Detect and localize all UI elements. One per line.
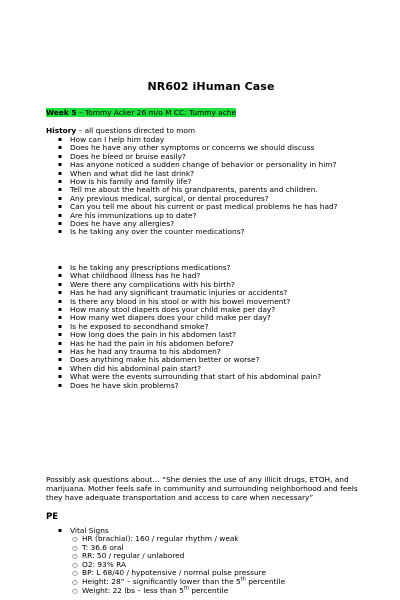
vital-signs-label: Vital Signs — [70, 526, 109, 535]
week-label: Week 5 — [46, 108, 77, 117]
question-list-b — [46, 264, 376, 390]
question-text: Does he have any allergies? — [70, 219, 175, 229]
question-text: Were there any complications with his birth? — [70, 279, 235, 289]
question-text: Is there any blood in his stool or with his bowel movement? — [70, 296, 291, 306]
question-item — [46, 382, 376, 390]
question-text: When and what did he last drink? — [70, 168, 195, 178]
page-title: NR602 iHuman Case — [147, 80, 275, 93]
question-text: Is he taking any prescriptions medications? — [70, 263, 231, 272]
question-text: Tell me about the health of his grandparents, parents and children. — [70, 185, 318, 195]
vital-sign-text: HR (brachial): 160 / regular rhythm / weak — [82, 534, 239, 543]
question-text: Is he taking any over the counter medications? — [70, 227, 245, 237]
possible-questions-paragraph: Possibly ask questions about… “She denies the use of any illicit drugs, ETOH, and marijuana. Mother feels safe in community and surrounding neighborhood and feels they have adequate transportation and access to care when necessary” — [46, 475, 358, 503]
circle-bullet-icon: ○ — [72, 577, 78, 586]
small-bullet-icon: ▪ — [58, 228, 63, 236]
small-bullet-icon: ▪ — [58, 272, 63, 280]
question-text: Does he bleed or bruise easily? — [70, 151, 186, 161]
small-bullet-icon: ▪ — [58, 194, 63, 202]
circle-bullet-icon: ○ — [72, 586, 78, 595]
vital-sign-text-tail: percentile — [188, 585, 229, 595]
small-bullet-icon: ▪ — [58, 322, 63, 330]
question-text: Has anyone noticed a sudden change of behavior or personality in him? — [70, 160, 337, 170]
question-text: Has he had any significant traumatic injuries or accidents? — [70, 288, 288, 298]
question-text: How can I help him today — [70, 135, 165, 144]
small-bullet-icon: ▪ — [58, 297, 63, 305]
small-bullet-icon: ▪ — [58, 381, 63, 389]
question-text: When did his abdominal pain start? — [70, 363, 202, 373]
small-bullet-icon: ▪ — [58, 161, 63, 169]
small-bullet-icon: ▪ — [58, 203, 63, 211]
question-text: Does he have any other symptoms or concerns we should discuss — [70, 143, 315, 153]
circle-bullet-icon: ○ — [72, 569, 78, 578]
vital-sign-text: T: 36.6 oral — [82, 542, 124, 552]
small-bullet-icon: ▪ — [58, 186, 63, 194]
vital-sign-text: Height: 28” – significantly lower than the 5 — [82, 576, 241, 586]
question-text: How many wet diapers does your child make per day? — [70, 313, 271, 323]
question-text: Has he had the pain in his abdomen before? — [70, 338, 234, 348]
question-text: Any previous medical, surgical, or dental procedures? — [70, 193, 269, 203]
vital-sign-text: BP: L 68/40 / hypotensive / normal pulse pressure — [82, 568, 267, 578]
question-text: What childhood illness has he had? — [70, 271, 201, 281]
small-bullet-icon: ▪ — [58, 331, 63, 339]
history-heading — [46, 126, 195, 135]
question-text: Does he have skin problems? — [70, 380, 179, 390]
small-bullet-icon: ▪ — [58, 280, 63, 288]
small-bullet-icon: ▪ — [58, 220, 63, 228]
question-text: Is he exposed to secondhand smoke? — [70, 321, 209, 331]
small-bullet-icon: ▪ — [58, 373, 63, 381]
small-bullet-icon: ▪ — [58, 314, 63, 322]
history-label: History — [46, 126, 77, 135]
small-bullet-icon: ▪ — [58, 356, 63, 364]
small-bullet-icon: ▪ — [58, 211, 63, 219]
circle-bullet-icon: ○ — [72, 543, 78, 552]
small-bullet-icon: ▪ — [58, 364, 63, 372]
circle-bullet-icon: ○ — [72, 560, 78, 569]
small-bullet-icon: ▪ — [58, 306, 63, 314]
ordinal-suffix: th — [183, 585, 189, 592]
question-text: What were the events surrounding that start of his abdominal pain? — [70, 372, 322, 382]
question-text: How many stool diapers does your child make per day? — [70, 305, 276, 315]
small-bullet-icon: ▪ — [58, 289, 63, 297]
circle-bullet-icon: ○ — [72, 535, 78, 543]
question-list-a — [46, 136, 376, 237]
week-line — [46, 108, 236, 117]
vital-sign-text: Weight: 22 lbs – less than 5 — [82, 585, 184, 595]
small-bullet-icon: ▪ — [58, 178, 63, 186]
question-text: How long does the pain in his abdomen last? — [70, 330, 237, 340]
small-bullet-icon: ▪ — [58, 136, 63, 143]
vital-signs-list — [46, 535, 376, 595]
question-item — [46, 228, 376, 236]
question-text: Has he had any trauma to his abdomen? — [70, 347, 221, 357]
small-bullet-icon: ▪ — [58, 264, 63, 271]
small-bullet-icon: ▪ — [58, 169, 63, 177]
vital-sign-text: RR: 50 / regular / unlabored — [82, 551, 185, 561]
small-bullet-icon: ▪ — [58, 527, 63, 534]
question-text: Are his immunizations up to date? — [70, 210, 197, 220]
small-bullet-icon: ▪ — [58, 339, 63, 347]
case-summary: – Tommy Acker 26 m/o M CC: Tummy ache — [76, 108, 237, 117]
vital-sign-item — [46, 587, 376, 596]
week-highlight — [46, 108, 236, 117]
pe-heading: PE — [46, 512, 59, 522]
circle-bullet-icon: ○ — [72, 552, 78, 561]
ordinal-suffix: th — [240, 576, 246, 583]
question-text: Does anything make his abdomen better or worse? — [70, 355, 260, 365]
small-bullet-icon: ▪ — [58, 144, 63, 152]
history-note: – all questions directed to mom — [76, 126, 196, 135]
vital-sign-text-tail: percentile — [245, 576, 286, 586]
question-text: How is his family and family life? — [70, 177, 192, 187]
small-bullet-icon: ▪ — [58, 348, 63, 356]
question-text: Can you tell me about his current or past medical problems he has had? — [70, 202, 338, 212]
small-bullet-icon: ▪ — [58, 152, 63, 160]
vital-sign-text: O2: 93% RA — [82, 559, 127, 569]
